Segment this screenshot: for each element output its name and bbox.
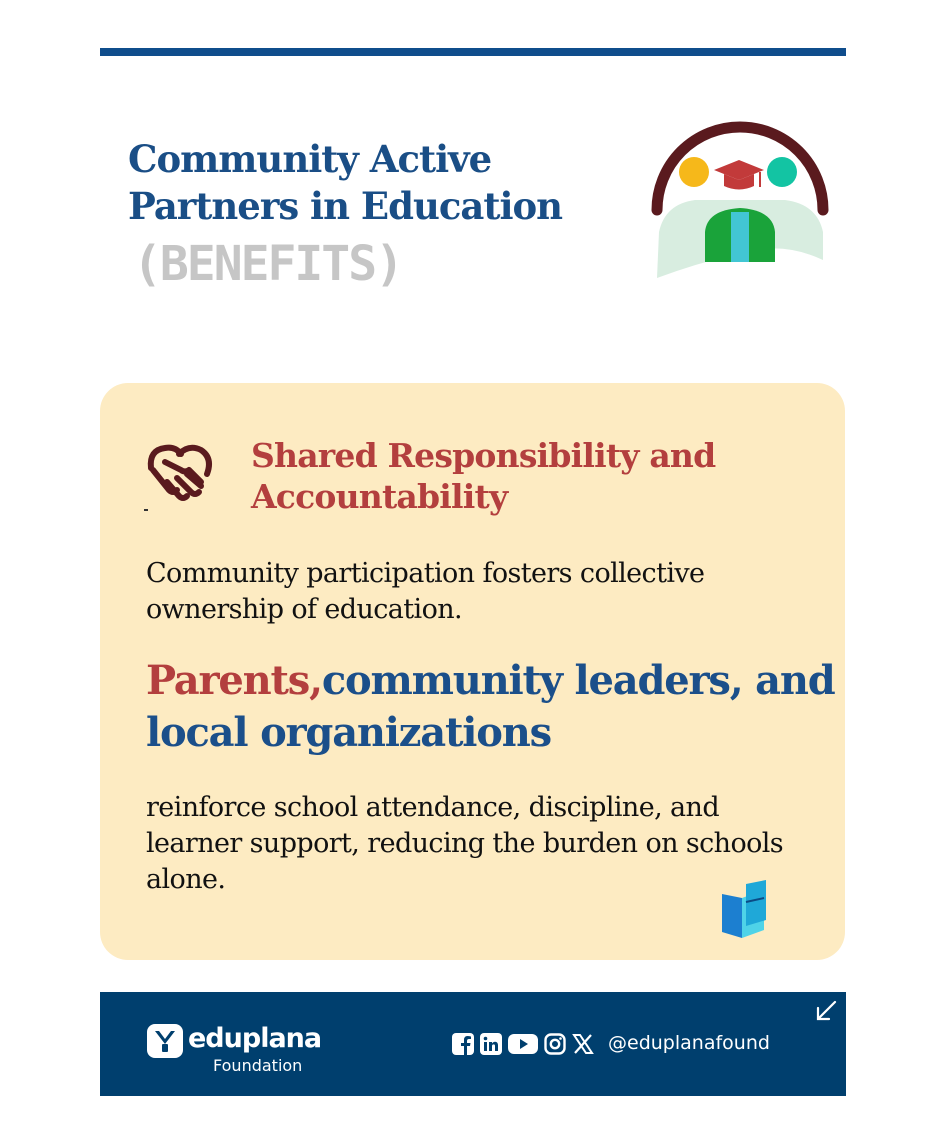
highlight-rest: community leaders, and local organizations bbox=[146, 657, 835, 756]
youtube-icon[interactable] bbox=[508, 1033, 538, 1055]
card-paragraph-2: reinforce school attendance, discipline, and learner support, reducing the burden on schools alone. bbox=[146, 792, 784, 895]
page-subtitle: (BENEFITS) bbox=[133, 236, 402, 292]
eduplana-logo-icon bbox=[147, 1024, 183, 1058]
title-line-1: Community Active bbox=[128, 137, 492, 181]
title-line-2: Partners in Education bbox=[128, 184, 563, 228]
card-highlight bbox=[146, 655, 836, 759]
social-links bbox=[452, 1030, 594, 1058]
top-divider bbox=[100, 48, 846, 56]
brand-subtitle: Foundation bbox=[213, 1056, 303, 1075]
x-icon[interactable] bbox=[572, 1033, 594, 1055]
brand-name: eduplana bbox=[188, 1023, 322, 1054]
linkedin-icon[interactable] bbox=[480, 1033, 502, 1055]
card-heading-line-2: Accountability bbox=[251, 477, 508, 516]
facebook-icon[interactable] bbox=[452, 1033, 474, 1055]
card-heading bbox=[251, 435, 811, 517]
handshake-icon bbox=[145, 440, 215, 506]
instagram-icon[interactable] bbox=[544, 1033, 566, 1055]
page-title bbox=[128, 136, 562, 230]
arrow-down-left-icon bbox=[815, 1000, 837, 1022]
footer bbox=[100, 992, 846, 1096]
highlight-accent: Parents, bbox=[146, 657, 322, 704]
card-heading-line-1: Shared Responsibility and bbox=[251, 436, 716, 475]
book-icon bbox=[718, 880, 770, 940]
social-handle[interactable]: @eduplanafound bbox=[608, 1032, 770, 1054]
card-paragraph-1: Community participation fosters collective ownership of education. bbox=[146, 558, 705, 625]
tick-mark bbox=[144, 509, 148, 511]
community-education-icon bbox=[645, 92, 835, 282]
